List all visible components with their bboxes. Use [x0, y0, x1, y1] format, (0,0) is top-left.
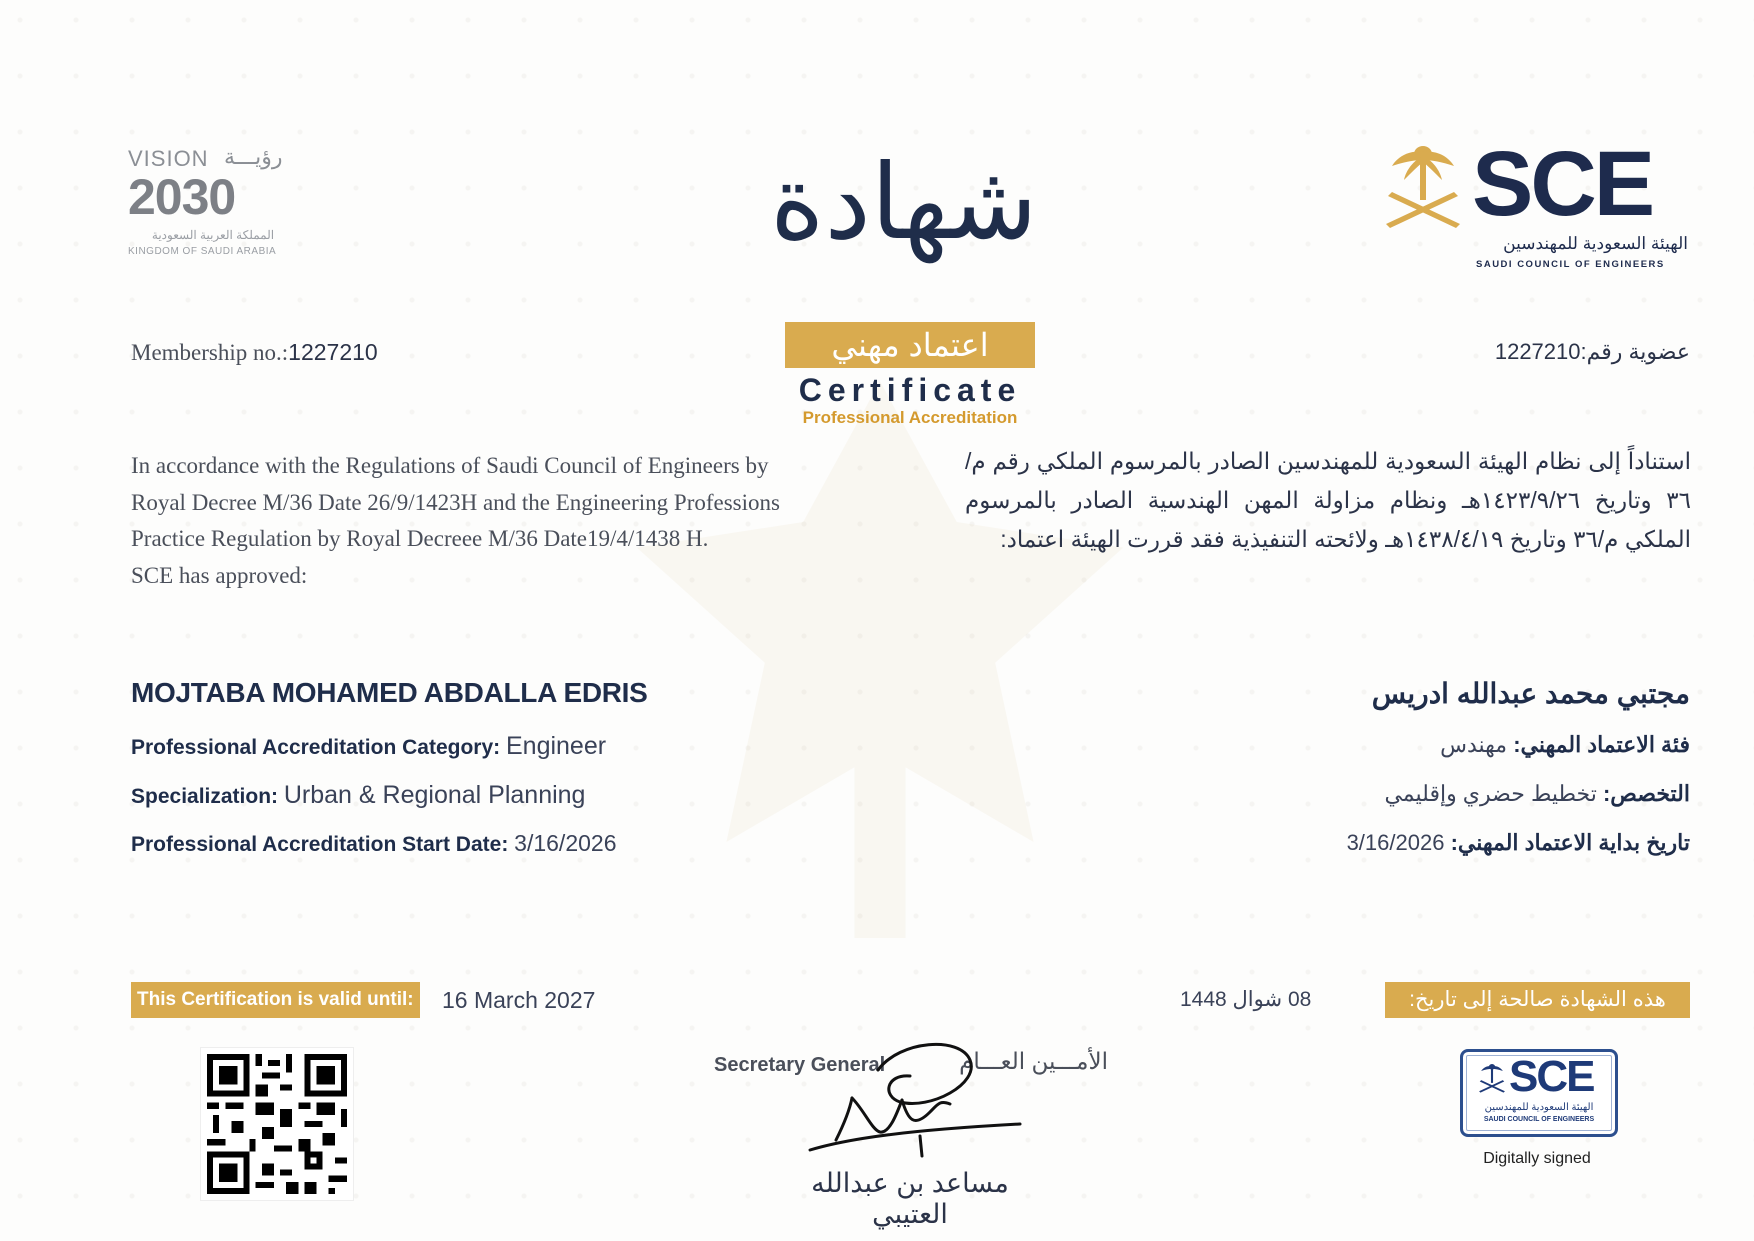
vision-word-arabic: رؤيـــة	[224, 144, 283, 169]
signatory-name-arabic: مساعد بن عبدالله العتيبي	[811, 1168, 1009, 1229]
validity-value: 16 March 2027	[442, 987, 596, 1013]
preamble-line: SCE has approved:	[131, 562, 308, 588]
holder-name-arabic: مجتبي محمد عبدالله ادريس	[1371, 678, 1690, 709]
category-row	[131, 732, 606, 761]
kingdom-name-english: KINGDOM OF SAUDI ARABIA	[128, 246, 277, 257]
start-date-label-arabic: تاريخ بداية الاعتماد المهني:	[1450, 830, 1690, 855]
specialization-value: Urban & Regional Planning	[283, 781, 586, 809]
holder-name-english: MOJTABA MOHAMED ABDALLA EDRIS	[131, 677, 648, 708]
preamble-arabic: استناداً إلى نظام الهيئة السعودية للمهندسين الصادر بالمرسوم الملكي رقم م/٣٦ وتاريخ ١٤٢٣/٩/٢٦هـ ونظام مزاولة المهن الهندسية الصادر بالمرسوم الملكي م/٣٦ وتاريخ ١٤٣٨/٤/١٩هـ ولائحته التنفيذية فقد قررت الهيئة اعتماد:	[965, 448, 1691, 552]
palm-swords-emblem-icon	[1477, 1060, 1507, 1096]
certificate-title: Certificate	[798, 372, 1022, 408]
preamble-line: Royal Decree M/36 Date 26/9/1423H and the Engineering Professions	[131, 489, 780, 515]
digitally-signed-caption: Digitally signed	[1483, 1150, 1591, 1167]
preamble-line: Practice Regulation by Royal Decreee M/36 Date19/4/1438 H.	[131, 526, 709, 551]
start-date-label: Professional Accreditation Start Date:	[131, 833, 509, 856]
validity-label-arabic: هذه الشهادة صالحة إلى تاريخ:	[1385, 982, 1690, 1018]
specialization-value-arabic: تخطيط حضري وإقليمي	[1384, 781, 1597, 806]
specialization-row	[131, 781, 585, 810]
digital-stamp	[1460, 1049, 1618, 1137]
certificate-subtitle: Professional Accreditation	[802, 408, 1018, 427]
category-label-arabic: فئة الاعتماد المهني:	[1513, 732, 1690, 757]
specialization-label-arabic: التخصص:	[1602, 781, 1690, 806]
vision-year: 2030	[128, 169, 236, 225]
vision-word: VISION	[128, 146, 209, 171]
kingdom-name-arabic: المملكة العربية السعودية	[151, 228, 275, 242]
stamp-letters: SCE	[1509, 1052, 1594, 1101]
signatory-title-arabic: الأمـــين العـــام	[959, 1048, 1108, 1074]
membership-label: Membership no.:	[131, 340, 289, 365]
category-row-arabic	[1040, 732, 1690, 758]
stamp-name-english: SAUDI COUNCIL OF ENGINEERS	[1483, 1116, 1595, 1123]
preamble-line: In accordance with the Regulations of Saudi Council of Engineers by	[131, 453, 769, 478]
start-date-value-arabic: 3/16/2026	[1346, 830, 1445, 855]
qr-code-icon[interactable]	[200, 1047, 354, 1201]
sce-logo	[1380, 133, 1690, 275]
membership-label-arabic: عضوية رقم:	[1580, 339, 1690, 364]
validity-label: This Certification is valid until:	[131, 982, 420, 1018]
sce-letters: SCE	[1472, 133, 1653, 235]
sce-name-arabic: الهيئة السعودية للمهندسين	[1503, 234, 1688, 253]
category-value: Engineer	[505, 732, 607, 760]
specialization-label: Specialization:	[131, 785, 279, 808]
category-value-arabic: مهندس	[1440, 732, 1508, 757]
signature-graphic	[790, 1040, 1050, 1170]
certificate-title-arabic: شهادة	[770, 141, 1038, 263]
preamble-english	[131, 448, 871, 594]
vision-2030-logo	[128, 146, 308, 264]
membership-value-arabic: 1227210	[1494, 339, 1581, 364]
signatory-title: Secretary General	[714, 1054, 886, 1076]
accreditation-band-arabic: اعتماد مهني	[785, 322, 1035, 368]
specialization-row-arabic	[1040, 781, 1690, 807]
stamp-name-arabic: الهيئة السعودية للمهندسين	[1484, 1102, 1594, 1113]
sce-name-english: SAUDI COUNCIL OF ENGINEERS	[1476, 259, 1665, 270]
start-date-value: 3/16/2026	[514, 830, 617, 856]
membership-number-arabic	[1370, 339, 1690, 365]
palm-swords-emblem-icon	[1380, 140, 1466, 232]
start-date-row	[131, 830, 617, 857]
start-date-row-arabic	[1040, 830, 1690, 856]
category-label: Professional Accreditation Category:	[131, 736, 501, 759]
membership-value: 1227210	[288, 339, 378, 365]
validity-value-arabic: 08 شوال 1448	[1180, 988, 1312, 1011]
membership-number-english	[131, 339, 378, 366]
